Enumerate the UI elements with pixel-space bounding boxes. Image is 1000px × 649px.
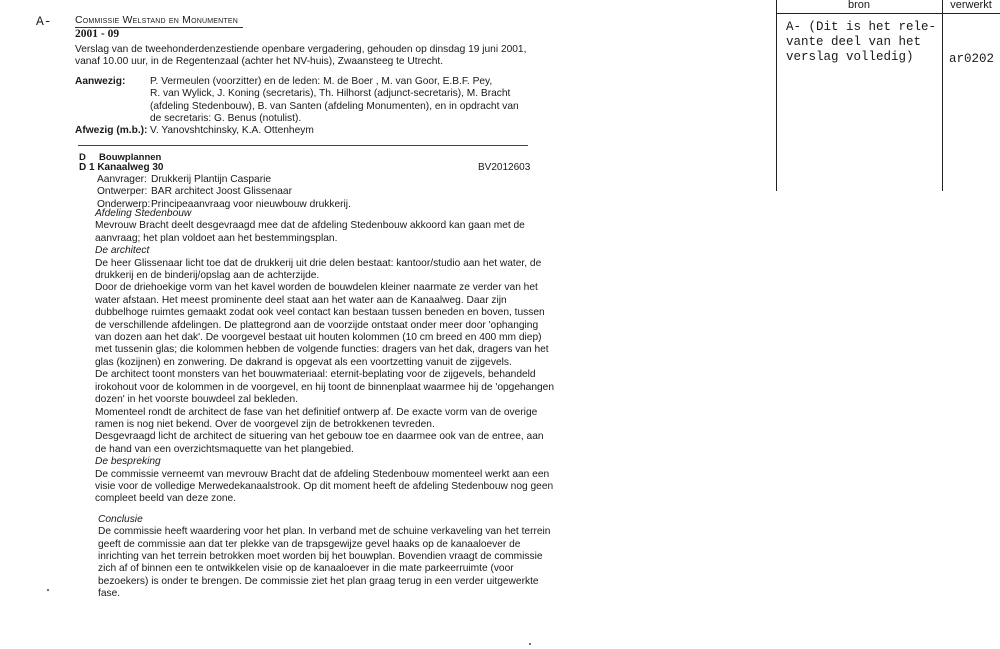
body-line: bezoekers) is onder te brengen. De commissie ziet het plan graag terug in een verder uitgewerkte — [98, 575, 539, 587]
body-line: Mevrouw Bracht deelt desgevraagd mee dat de afdeling Stedenbouw akkoord kan gaan met de — [95, 220, 525, 232]
bespreking-heading: De bespreking — [95, 456, 161, 468]
detail-row — [97, 174, 351, 186]
body-line: Door de driehoekige vorm van het kavel worden de bouwdelen kleiner naarmate ze verder van het — [95, 282, 538, 294]
body-line: de verschillende afdelingen. De plattegrond aan de voorzijde ontstaat onder meer door 'ophanging — [95, 319, 539, 331]
section-divider — [78, 145, 528, 146]
absent-label: Afwezig (m.b.): — [75, 125, 148, 136]
item-heading: D 1 Kanaalweg 30 — [79, 162, 164, 173]
body-line: de hand van een overzichtsmaquette van het plangebied. — [95, 443, 354, 455]
architect-heading: De architect — [95, 245, 150, 257]
detail-key: Aanvrager: — [97, 174, 147, 185]
body-line: inrichting van het terrein betrokken moet worden bij het bouwplan. Bovendien vraagt de commissie — [98, 550, 543, 562]
present-line: R. van Wylick, J. Koning (secretaris), Th. Hilhorst (adjunct-secretaris), M. Bracht — [150, 88, 511, 100]
conclusie-heading: Conclusie — [98, 513, 143, 525]
body-line: met tussenin glas; die kolommen hebben de volgende functies: dragers van het dak, dragers van het — [95, 344, 549, 356]
body-line: glas (kozijnen) en zonwering. De dakrand is opgevat als een voortzetting vanuit de zijgevels. — [95, 356, 512, 368]
body-line: Desgevraagd licht de architect de situering van het gebouw toe en daarmee ook van de entree, aan — [95, 431, 544, 443]
body-line: water afstaan. Het meest prominente deel staat aan het water aan de Kanaalweg. Daar zijn — [95, 294, 507, 306]
present-list — [150, 76, 519, 126]
bron-cell: A- (Dit is het rele- vante deel van het verslag volledig) — [786, 20, 937, 64]
table-border-left — [776, 0, 777, 191]
detail-key: Onderwerp: — [97, 198, 151, 210]
body-line: geeft de commissie aan dat ter plekke van de trapsgewijze gevel haaks op de kanaaloever de — [98, 538, 521, 550]
detail-value: BAR architect Joost Glissenaar — [151, 186, 292, 198]
source-table — [776, 0, 1000, 191]
present-line: P. Vermeulen (voorzitter) en de leden: M. de Boer , M. van Goor, E.B.F. Pey, — [150, 76, 493, 87]
column-header-bron: bron — [847, 0, 871, 11]
document-number: 2001 - 09 — [75, 28, 120, 40]
table-column-divider — [942, 0, 943, 191]
table-header-rule — [776, 13, 1000, 14]
body-line: De commissie heeft waardering voor het plan. In verband met de schuine verkaveling van het terrein — [98, 526, 551, 538]
present-line: de secretaris: G. Benus (notulist). — [150, 113, 302, 125]
body-line: dozen' in het voorste bouwdeel zal bekleden. — [95, 394, 299, 406]
body-line: zich af of binnen een te ontwikkelen visie op de kanaaloever in die mate parkeerruimte (voor — [98, 563, 514, 575]
column-header-verwerkt: verwerkt — [950, 0, 992, 11]
body-line: De commissie verneemt van mevrouw Bracht dat de afdeling Stedenbouw momenteel werkt aan een — [95, 468, 550, 480]
scan-speck — [529, 643, 531, 645]
body-line: De architect toont monsters van het bouwmateriaal: eternit-beplating voor de zijgevels, behandeld — [95, 369, 536, 381]
body-line: van dozen aan het dak'. De voorgevel bestaat uit houten kolommen (10 cm breed en 400 mm diep) — [95, 332, 542, 344]
scan-speck — [47, 589, 49, 591]
section-heading: D Bouwplannen — [79, 152, 162, 163]
absent-list: V. Yanovshtchinsky, K.A. Ottenheym — [150, 125, 314, 136]
verwerkt-cell: ar0202 — [949, 52, 995, 66]
present-label: Aanwezig: — [75, 76, 126, 87]
intro-line: Verslag van de tweehonderdenzestiende openbare vergadering, gehouden op dinsdag 19 juni 2001, — [75, 44, 527, 55]
minutes-body — [95, 208, 554, 601]
present-line: (afdeling Stedenbouw), B. van Santen (afdeling Monumenten), en in opdracht van — [150, 100, 519, 112]
body-line: drukkerij en de binderij/opslag aan de achterzijde. — [95, 270, 320, 282]
body-line: irokohout voor de kolommen in de voorgevel, en hij toont de binnenplaat waarmee hij de 'opgehangen — [95, 381, 554, 393]
document-header-title: Commissie Welstand en Monumenten — [75, 14, 238, 26]
detail-key: Ontwerper: — [97, 186, 148, 198]
body-line: dubbelhoge ruimtes gemaakt zodat ook veel contact kan bestaan tussen beneden en boven, tussen — [95, 307, 545, 319]
detail-value: Drukkerij Plantijn Casparie — [151, 174, 272, 185]
body-line: De heer Glissenaar licht toe dat de drukkerij uit drie delen bestaat: kantoor/studio aan het water, de — [95, 257, 542, 269]
body-line: Momenteel rondt de architect de fase van het definitief ontwerp af. De exacte vorm van de overige — [95, 406, 538, 418]
intro-paragraph — [75, 44, 527, 69]
margin-mark: A- — [36, 14, 52, 29]
body-line: compleet beeld van deze zone. — [95, 493, 237, 505]
item-details — [97, 174, 351, 211]
reference-code: BV2012603 — [478, 162, 531, 173]
body-line: visie voor de volledige Merwedekanaalstrook. Op dit moment heeft de afdeling Stedenbouw nog geen — [95, 480, 554, 492]
body-line: fase. — [98, 588, 121, 600]
body-line: aanvraag; het plan voldoet aan het bestemmingsplan. — [95, 232, 338, 244]
intro-line: vanaf 10.00 uur, in de Regentenzaal (achter het NV-huis), Zwaansteeg te Utrecht. — [75, 56, 444, 68]
body-line: ramen is nog niet bekend. Over de voorgevel zijn de betrokkenen tevreden. — [95, 418, 435, 430]
detail-row — [97, 186, 351, 198]
stedenbouw-heading: Afdeling Stedenbouw — [95, 208, 192, 219]
detail-value: Principeaanvraag voor nieuwbouw drukkerij. — [151, 198, 351, 210]
